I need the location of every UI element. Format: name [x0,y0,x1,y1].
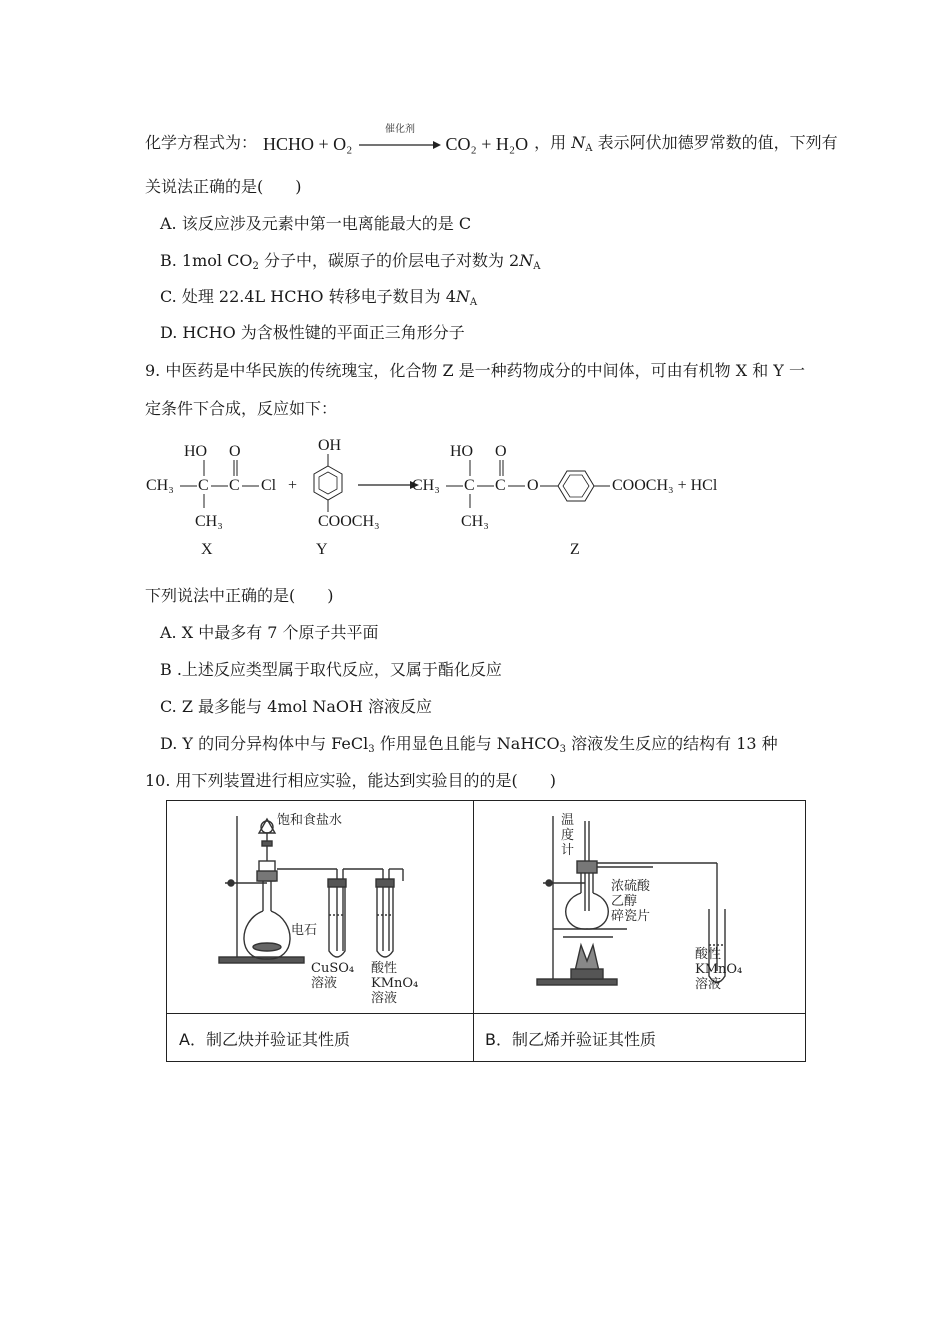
q8-optb-text-a: B. 1mol CO [160,251,253,270]
svg-text:C: C [198,477,209,494]
solid-label: 电石 [291,923,318,938]
reaction-equation [263,123,529,155]
q8-option-b [160,250,540,278]
q8-optb-text-b: 分子中，碳原子的价层电子对数为 2 [258,251,520,270]
thermo-char3: 计 [561,843,575,858]
svg-text:CH₃: CH₃ [461,513,489,530]
funnel-label: 饱和食盐水 [277,813,343,828]
svg-text:HO: HO [184,443,208,460]
svg-text:O: O [229,443,241,460]
svg-text:OH: OH [318,437,342,454]
tube-b-label [695,947,742,992]
na-subscript: A [585,143,593,154]
subscript: 2 [252,261,259,272]
row-divider [167,1013,805,1014]
tube1-line1: CuSO₄ [311,961,355,976]
tube2-line3: 溶液 [371,991,398,1006]
eq-left: HCHO + O₂ [263,133,353,154]
q9-option-a: A. X 中最多有 7 个原子共平面 [160,623,379,642]
caption-b: B．制乙烯并验证其性质 [485,1030,656,1049]
tube-b-line1: 酸性 [695,947,722,962]
q8-line2: 关说法正确的是( ) [145,177,302,196]
q8-option-a: A. 该反应涉及元素中第一电离能最大的是 C [160,214,472,233]
na-symbol: N [571,133,586,152]
svg-text:CH₃: CH₃ [195,513,223,530]
q8-option-c [160,286,477,314]
svg-text:COOCH₃ + HCl: COOCH₃ + HCl [612,477,718,494]
subscript: 3 [368,744,375,755]
svg-text:CH₃: CH₃ [146,477,174,494]
q8-equation-line [145,123,838,160]
svg-text:C: C [464,477,475,494]
na-symbol: N [455,287,470,306]
svg-text:O: O [495,443,507,460]
na-symbol: N [519,251,534,270]
q9-option-d [160,733,778,761]
tube2-line1: 酸性 [371,961,398,976]
q9-question: 下列说法中正确的是( ) [145,586,334,605]
tube-b-line2: KMnO₄ [695,962,743,977]
q9-stem-line1: 9. 中医药是中华民族的传统瑰宝，化合物 Z 是一种药物成分的中间体，可由有机物 X 和 Y 一 [145,361,805,380]
reaction-scheme [140,432,740,532]
svg-text:Cl: Cl [261,477,277,494]
molecule-z [412,443,718,530]
reaction-arrow [357,139,441,151]
eq-right: CO₂ + H₂O [445,133,529,154]
q9-optd-text-a: D. Y 的同分异构体中与 FeCl [160,734,369,753]
q8-option-d: D. HCHO 为含极性键的平面正三角形分子 [160,323,465,342]
q8-line1-suffix-b: 表示阿伏加德罗常数的值，下列有 [592,133,838,152]
q9-option-b: B .上述反应类型属于取代反应，又属于酯化反应 [160,660,502,679]
tube2-line2: KMnO₄ [371,976,419,991]
tube2-label [371,961,418,1006]
svg-text:COOCH₃: COOCH₃ [318,513,380,530]
q8-line1-prefix: 化学方程式为： [145,133,258,152]
svg-text:C: C [495,477,506,494]
na-subscript: A [533,261,541,272]
label-y: Y [316,541,328,558]
thermo-char2: 度 [561,828,575,843]
svg-text:CH₃: CH₃ [412,477,440,494]
reagent-line2: 乙醇 [611,894,638,909]
tube1-line2: 溶液 [311,976,338,991]
catalyst-label: 催化剂 [385,123,416,135]
q9-option-c: C. Z 最多能与 4mol NaOH 溶液反应 [160,697,433,716]
label-x: X [201,541,213,558]
svg-text:O: O [527,477,539,494]
reagent-line3: 碎瓷片 [611,909,651,924]
caption-a: A．制乙炔并验证其性质 [179,1030,350,1049]
label-z: Z [570,541,580,558]
q8-line1-suffix-a: ，用 [534,133,572,152]
q9-stem-line2: 定条件下合成，反应如下： [145,399,338,418]
q8-optc-text: C. 处理 22.4L HCHO 转移电子数目为 4 [160,287,456,306]
svg-text:C: C [229,477,240,494]
column-divider [473,801,474,1061]
tube-b-line3: 溶液 [695,977,722,992]
apparatus-table [166,800,806,1062]
svg-text:+: + [288,477,298,494]
q9-optd-text-b: 作用显色且能与 NaHCO [374,734,560,753]
reagent-line1: 浓硫酸 [611,879,651,894]
thermo-char1: 温 [561,813,575,828]
reagent-label [611,879,650,924]
subscript: 3 [559,744,567,755]
thermometer-label [561,813,574,858]
molecule-y [314,437,380,530]
q10-stem: 10. 用下列装置进行相应实验，能达到实验目的的是( ) [145,771,557,790]
q9-optd-text-c: 溶液发生反应的结构有 13 种 [566,734,778,753]
na-subscript: A [469,297,478,308]
tube1-label [311,961,354,991]
svg-text:HO: HO [450,443,474,460]
molecule-x [146,443,277,530]
